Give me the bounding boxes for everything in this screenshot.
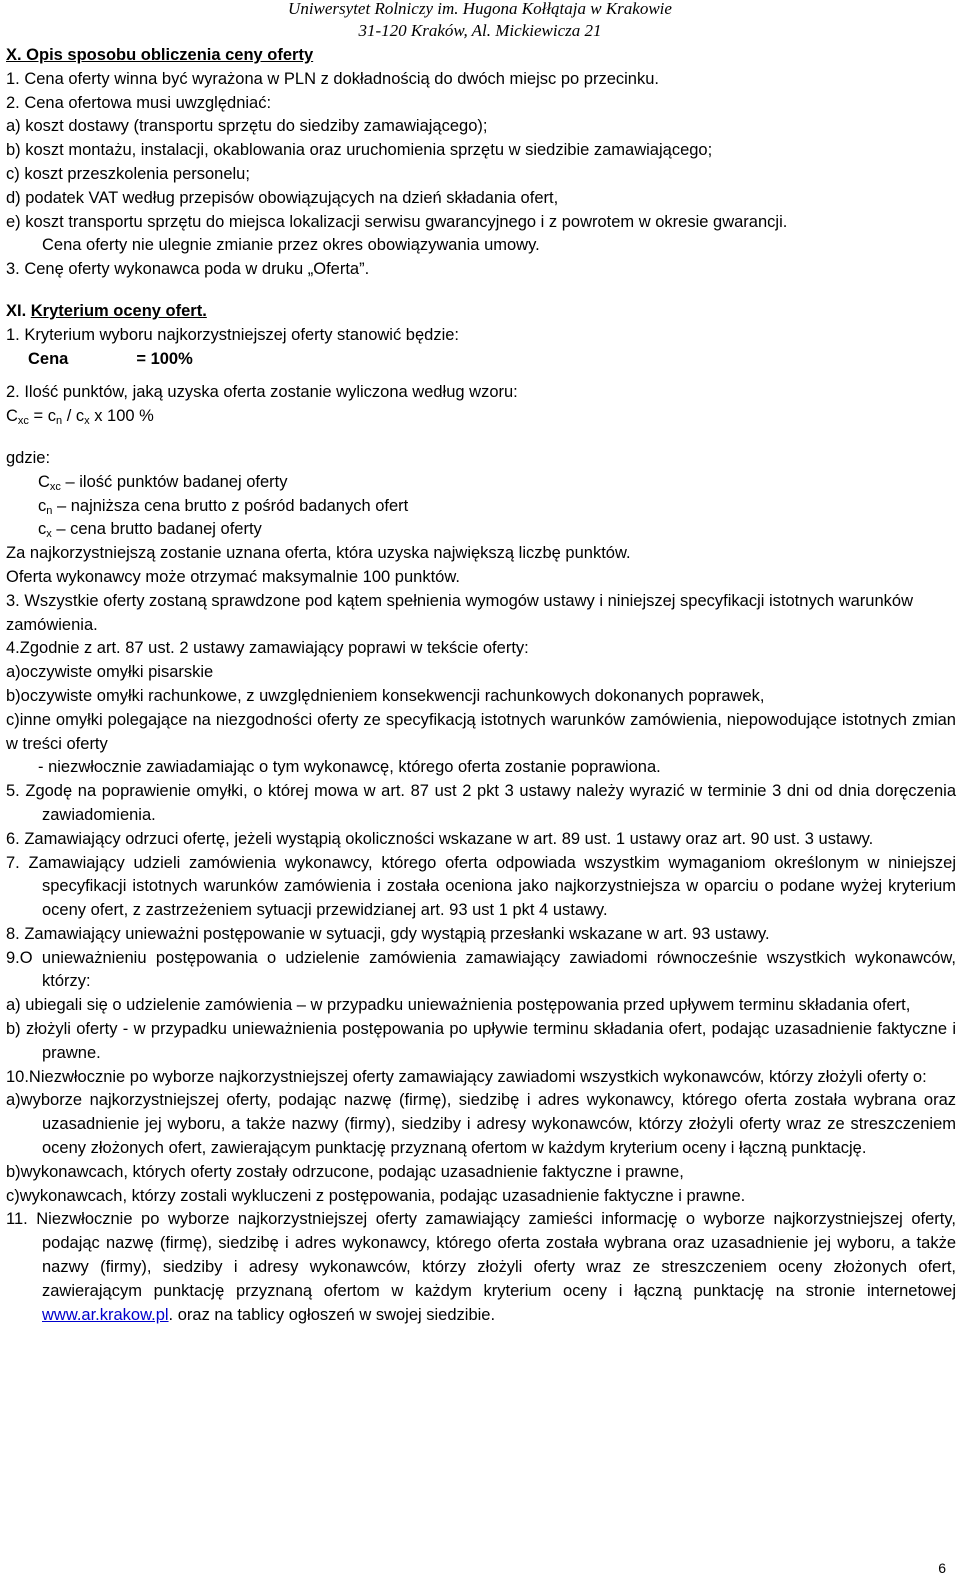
paragraph-10-1: 1. Cena oferty winna być wyrażona w PLN z dokładnością do dwóch miejsc po przecinku. — [6, 69, 659, 88]
legend-item: $C_{xc}$ – ilość punktów badanej oferty — [38, 472, 288, 493]
paragraph-10-3: 3. Cenę oferty wykonawca poda w druku „Oferta”. — [6, 260, 370, 279]
paragraph-11-8: 8. Zamawiający unieważni postępowanie w sytuacji, gdy wystąpią przesłanki wskazane w art. 93 ustawy. — [6, 924, 770, 943]
paragraph-11-7: 7. Zamawiający udzieli zamówienia wykonawcy, którego oferta odpowiada wszystkim wymaganiom określonym w niniejszej specyfikacji istotnych warunków zamówienia i została oceniona jako najkorzystniejsza w oparciu o podane wyżej kryterium oceny ofert, z zastrzeżeniem sytuacji przewidzianej art. 93 ust 1 pkt 4 ustawy. — [6, 853, 956, 920]
paragraph-11-9b: b) złożyli oferty - w przypadku unieważnienia postępowania po upływie terminu składania ofert, podając uzasadnienie faktyczne i prawne. — [6, 1020, 956, 1062]
paragraph-11-4c: c)inne omyłki polegające na niezgodności oferty ze specyfikacją istotnych warunków zamówienia, niepowodujące istotnych zmian w treści oferty — [6, 710, 956, 753]
formula: $C_{xc} = c_n / c_x$ x 100 % — [6, 407, 154, 428]
price-note: Cena oferty nie ulegnie zmianie przez okres obowiązywania umowy. — [42, 236, 540, 255]
gdzie-label: gdzie: — [6, 448, 51, 467]
paragraph-11-4: 4.Zgodnie z art. 87 ust. 2 ustawy zamawiający poprawi w tekście oferty: — [6, 639, 529, 658]
criterion-name: Cena — [28, 349, 69, 368]
list-item-c: c) koszt przeszkolenia personelu; — [6, 164, 250, 183]
header-university: Uniwersytet Rolniczy im. Hugona Kołłątaja w Krakowie — [288, 0, 672, 18]
website-link[interactable]: www.ar.krakow.pl — [42, 1305, 169, 1324]
paragraph-11-5: 5. Zgodę na poprawienie omyłki, o której mowa w art. 87 ust 2 pkt 3 ustawy należy wyrazić w terminie 3 dni od dnia doręczenia zawiadomienia. — [6, 782, 956, 824]
paragraph-11-4a: a)oczywiste omyłki pisarskie — [6, 663, 214, 682]
criterion-row — [6, 348, 956, 372]
legend-item: $c_n$ – najniższa cena brutto z pośród badanych ofert — [38, 496, 409, 517]
paragraph-11-9a: a) ubiegali się o udzielenie zamówienia – w przypadku unieważnienia postępowania przed upływem terminu składania ofert, — [6, 996, 911, 1015]
paragraph-11-9: 9.O unieważnieniu postępowania o udzielenie zamówienia zamawiający zawiadomi równocześnie wszystkich wykonawców, którzy: — [6, 948, 956, 991]
paragraph-11-1: 1. Kryterium wyboru najkorzystniejszej oferty stanowić będzie: — [6, 325, 460, 344]
list-item-b: b) koszt montażu, instalacji, okablowania oraz uruchomienia sprzętu w siedzibie zamawiającego; — [6, 141, 713, 160]
document-body — [6, 44, 956, 1327]
winner-rule: Za najkorzystniejszą zostanie uznana oferta, która uzyska największą liczbę punktów. — [6, 544, 631, 563]
paragraph-11-6: 6. Zamawiający odrzuci ofertę, jeżeli wystąpią okoliczności wskazane w art. 89 ust. 1 ustawy oraz art. 90 ust. 3 ustawy. — [6, 829, 874, 848]
paragraph-11-2: 2. Ilość punktów, jaką uzyska oferta zostanie wyliczona według wzoru: — [6, 383, 518, 402]
section-title-xi: XI. Kryterium oceny ofert. — [6, 301, 207, 320]
legend-item: $c_x$ – cena brutto badanej oferty — [38, 520, 262, 541]
list-item-d: d) podatek VAT według przepisów obowiązujących na dzień składania ofert, — [6, 188, 559, 207]
paragraph-11-10: 10.Niezwłocznie po wyborze najkorzystniejszej oferty zamawiający zawiadomi wszystkich wykonawców, którzy złożyli oferty o: — [6, 1067, 927, 1086]
criterion-value: = 100% — [136, 349, 193, 368]
list-item-a: a) koszt dostawy (transportu sprzętu do siedziby zamawiającego); — [6, 117, 488, 136]
paragraph-11-10b: b)wykonawcach, których oferty zostały odrzucone, podając uzasadnienie faktyczne i prawne, — [6, 1162, 684, 1181]
max-points: Oferta wykonawcy może otrzymać maksymalnie 100 punktów. — [6, 567, 460, 586]
header-address: 31-120 Kraków, Al. Mickiewicza 21 — [358, 21, 602, 40]
paragraph-11-4b: b)oczywiste omyłki rachunkowe, z uwzględnieniem konsekwencji rachunkowych dokonanych poprawek, — [6, 686, 765, 705]
page-number: 6 — [938, 1560, 946, 1576]
paragraph-11-3: 3. Wszystkie oferty zostaną sprawdzone pod kątem spełnienia wymogów ustawy i niniejszej specyfikacji istotnych warunków zamówienia. — [6, 591, 913, 634]
paragraph-11-11: 11. Niezwłocznie po wyborze najkorzystniejszej oferty zamawiający zamieści informację o wyborze najkorzystniejszej oferty, podając nazwę (firmę), siedzibę i adres wykonawcy, którego oferta została wybrana oraz uzasadnienie jej wyboru, a także nazwy (firmy), siedziby i adresy wykonawców, którzy złożyli oferty wraz ze streszczeniem oceny złożonych ofert, zawierającym punktację przyznaną ofertom w każdym kryterium oceny i łączną punktację na stronie internetowej www.ar.krakow.pl. oraz na tablicy ogłoszeń w swojej siedzibie. — [6, 1210, 956, 1324]
paragraph-11-4d: - niezwłocznie zawiadamiając o tym wykonawcę, którego oferta zostanie poprawiona. — [38, 758, 661, 777]
list-item-e: e) koszt transportu sprzętu do miejsca lokalizacji serwisu gwarancyjnego i z powrotem w okresie gwarancji. — [6, 212, 788, 231]
paragraph-10-2: 2. Cena ofertowa musi uwzględniać: — [6, 93, 272, 112]
paragraph-11-10c: c)wykonawcach, którzy zostali wykluczeni z postępowania, podając uzasadnienie faktyczne i prawne. — [6, 1186, 746, 1205]
paragraph-11-10a: a)wyborze najkorzystniejszej oferty, podając nazwę (firmę), siedzibę i adres wykonawcy, którego oferta została wybrana oraz uzasadnienie jej wyboru, a także nazwy (firmy), siedziby i adresy wykonawców, którzy złożyli oferty wraz ze streszczeniem oceny złożonych ofert, zawierającym punktację przyznaną ofertom w każdym kryterium oceny i łączną punktację. — [6, 1091, 956, 1158]
section-title-x: X. Opis sposobu obliczenia ceny oferty — [6, 46, 314, 64]
